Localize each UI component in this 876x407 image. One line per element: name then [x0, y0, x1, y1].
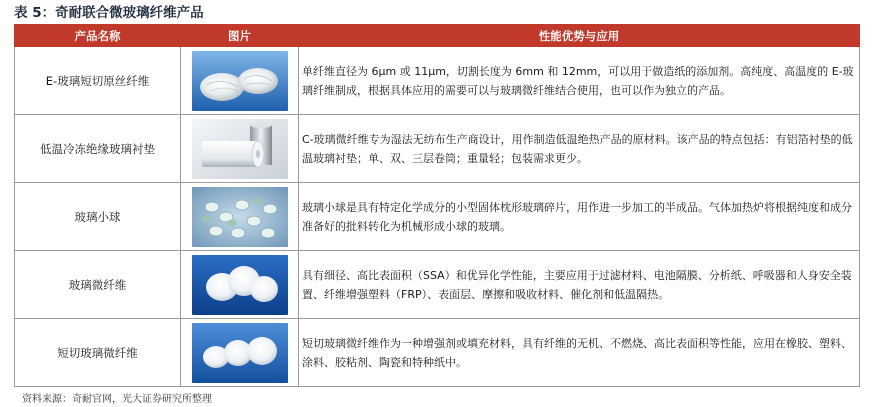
glass-marbles-image: [192, 187, 288, 247]
product-name: 玻璃小球: [15, 183, 181, 251]
product-name: E-玻璃短切原丝纤维: [15, 47, 181, 115]
product-description: 具有细径、高比表面积（SSA）和优异化学性能，主要应用于过滤材料、电池隔膜、分析纸、呼吸器和人身安全装置、纤维增强塑料（FRP）、表面层、摩擦和吸收材料、催化剂和低温隔热。: [299, 251, 860, 319]
product-picture: [181, 183, 299, 251]
product-description: C-玻璃微纤维专为湿法无纺布生产商设计，用作制造低温绝热产品的原材料。该产品的特点包括：有铝箔衬垫的低温玻璃衬垫；单、双、三层卷筒；重量轻；包装需求更少。: [299, 115, 860, 183]
product-picture: [181, 319, 299, 387]
table-row: [15, 319, 860, 387]
product-name: 玻璃微纤维: [15, 251, 181, 319]
product-name: 短切玻璃微纤维: [15, 319, 181, 387]
header-performance: 性能优势与应用: [299, 25, 860, 47]
microfiber-cotton-image: [192, 255, 288, 315]
header-picture: 图片: [181, 25, 299, 47]
product-description: 玻璃小球是具有特定化学成分的小型固体枕形玻璃碎片，用作进一步加工的半成品。气体加热炉将根据纯度和成分准备好的批料转化为机械形成小球的玻璃。: [299, 183, 860, 251]
table-row: [15, 47, 860, 115]
table-row: [15, 115, 860, 183]
chopped-microfiber-image: [192, 323, 288, 383]
header-product-name: 产品名称: [15, 25, 181, 47]
product-picture: [181, 47, 299, 115]
product-description: 短切玻璃微纤维作为一种增强剂或填充材料，具有纤维的无机、不燃烧、高比表面积等性能，应用在橡胶、塑料、涂料、胶粘剂、陶瓷和特种纸中。: [299, 319, 860, 387]
product-description: 单纤维直径为 6μm 或 11μm，切割长度为 6mm 和 12mm，可以用于做造纸的添加剂。高纯度、高温度的 E-玻璃纤维制成，根据具体应用的需要可以与玻璃微纤维结合使用，也可以作为独立的产品。: [299, 47, 860, 115]
product-picture: [181, 115, 299, 183]
fiber-pile-image: [192, 51, 288, 111]
product-name: 低温冷冻绝缘玻璃衬垫: [15, 115, 181, 183]
table-row: [15, 183, 860, 251]
product-table: [14, 24, 860, 387]
table-header-row: [15, 25, 860, 47]
product-picture: [181, 251, 299, 319]
table-title: 表 5：奇耐联合微玻璃纤维产品: [14, 5, 204, 21]
table-row: [15, 251, 860, 319]
glass-mat-roll-image: [192, 119, 288, 179]
source-note: 资料来源：奇耐官网，光大证券研究所整理: [22, 394, 212, 405]
